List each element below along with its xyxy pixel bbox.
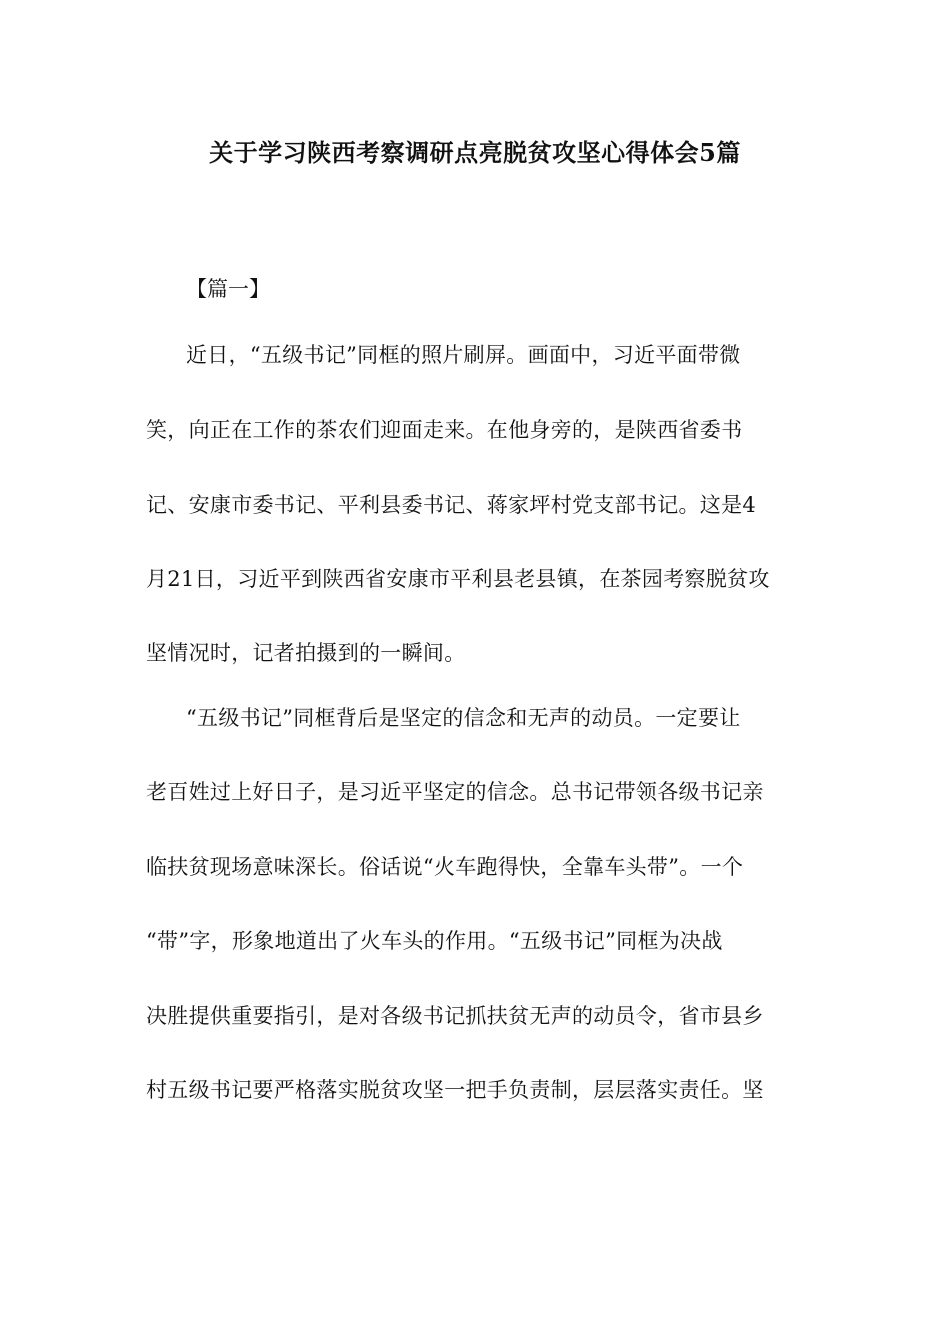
paragraph-line: 笑，向正在工作的茶农们迎面走来。在他身旁的，是陕西省委书 [146, 418, 743, 442]
paragraph-line: 月21日，习近平到陕西省安康市平利县老县镇，在茶园考察脱贫攻 [146, 567, 770, 591]
paragraph-line: 决胜提供重要指引，是对各级书记抓扶贫无声的动员令，省市县乡 [146, 1004, 764, 1028]
paragraph-line: 临扶贫现场意味深长。俗话说“火车跑得快，全靠车头带”。一个 [146, 855, 744, 879]
section-heading: 【篇一】 [186, 277, 270, 301]
paragraph-line: “五级书记”同框背后是坚定的信念和无声的动员。一定要让 [186, 706, 741, 730]
paragraph-line: 坚情况时，记者拍摄到的一瞬间。 [146, 641, 466, 665]
document-title: 关于学习陕西考察调研点亮脱贫攻坚心得体会5篇 [209, 138, 741, 167]
paragraph-line: 老百姓过上好日子，是习近平坚定的信念。总书记带领各级书记亲 [146, 780, 764, 804]
paragraph-line: 村五级书记要严格落实脱贫攻坚一把手负责制，层层落实责任。坚 [146, 1078, 764, 1102]
paragraph-line: 近日，“五级书记”同框的照片刷屏。画面中，习近平面带微 [186, 343, 741, 367]
paragraph-line: 记、安康市委书记、平利县委书记、蒋家坪村党支部书记。这是4 [146, 493, 757, 517]
paragraph-line: “带”字，形象地道出了火车头的作用。“五级书记”同框为决战 [146, 929, 723, 953]
